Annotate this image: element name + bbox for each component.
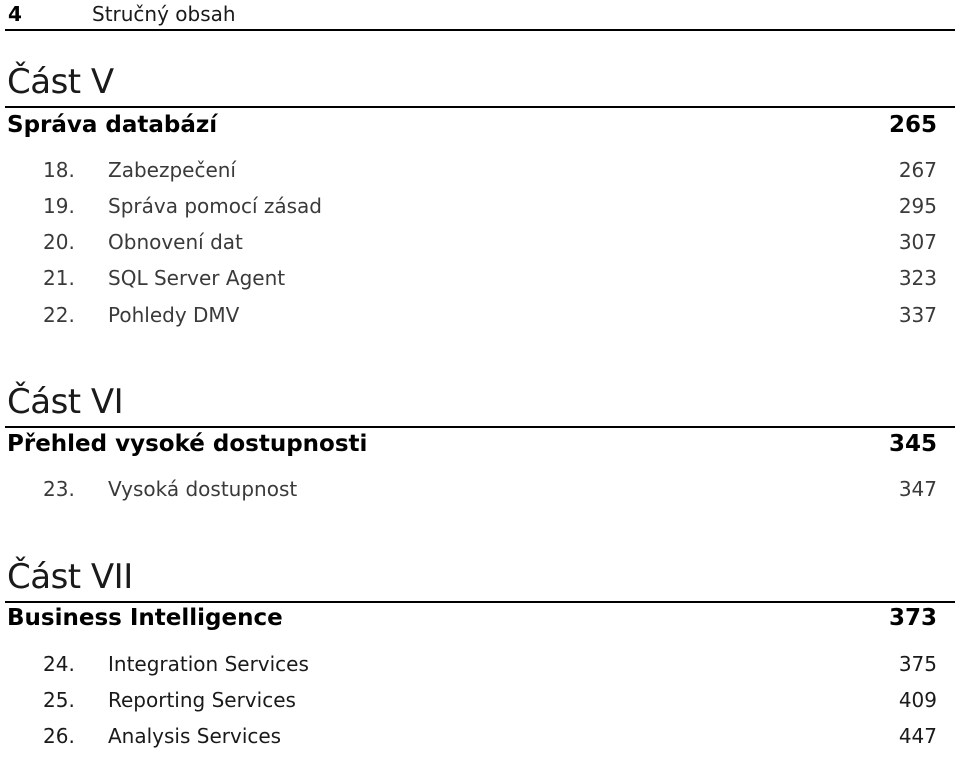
chapter-number: 24. [43, 652, 75, 676]
page-number: 4 [8, 2, 22, 26]
chapter-number: 23. [43, 477, 75, 501]
chapter-page: 267 [898, 158, 937, 182]
chapter-title: Správa pomocí zásad [108, 194, 323, 218]
chapter-page: 307 [898, 230, 937, 254]
part-heading-page: 345 [888, 431, 937, 457]
header-rule [5, 29, 955, 31]
part-heading-title: Přehled vysoké dostupnosti [7, 431, 368, 457]
part-heading-title: Business Intelligence [7, 605, 283, 631]
part-rule [5, 601, 955, 603]
chapter-entry[interactable] [0, 652, 937, 688]
chapter-entry[interactable] [0, 266, 937, 302]
chapter-title: Integration Services [108, 652, 309, 676]
part-title: Část VII [7, 557, 133, 597]
chapter-title: Zabezpečení [108, 158, 236, 182]
chapter-title: Reporting Services [108, 688, 296, 712]
chapter-page: 347 [898, 477, 937, 501]
chapter-entry[interactable] [0, 194, 937, 230]
part-heading-title: Správa databází [7, 112, 218, 138]
chapter-title: Obnovení dat [108, 230, 243, 254]
part-heading [7, 431, 937, 457]
chapter-entry[interactable] [0, 724, 937, 760]
chapter-number: 25. [43, 688, 75, 712]
chapter-entry[interactable] [0, 303, 937, 339]
chapter-page: 409 [898, 688, 937, 712]
chapter-number: 20. [43, 230, 75, 254]
chapter-page: 323 [898, 266, 937, 290]
running-head: Stručný obsah [92, 2, 236, 26]
part-title: Část V [7, 62, 114, 102]
chapter-entry[interactable] [0, 477, 937, 513]
part-rule [5, 426, 955, 428]
part-rule [5, 106, 955, 108]
part-title: Část VI [7, 382, 124, 422]
chapter-number: 21. [43, 266, 75, 290]
chapter-number: 26. [43, 724, 75, 748]
chapter-number: 19. [43, 194, 75, 218]
page-header [0, 0, 955, 31]
part-heading-page: 373 [888, 605, 937, 631]
chapter-title: Vysoká dostupnost [108, 477, 298, 501]
chapter-page: 447 [898, 724, 937, 748]
chapter-entry[interactable] [0, 158, 937, 194]
chapter-title: SQL Server Agent [108, 266, 286, 290]
part-heading-page: 265 [888, 112, 937, 138]
chapter-number: 18. [43, 158, 75, 182]
chapter-number: 22. [43, 303, 75, 327]
chapter-entry[interactable] [0, 688, 937, 724]
part-heading [7, 605, 937, 631]
part-heading [7, 112, 937, 138]
chapter-page: 337 [898, 303, 937, 327]
chapter-title: Pohledy DMV [108, 303, 240, 327]
chapter-entry[interactable] [0, 230, 937, 266]
chapter-page: 295 [898, 194, 937, 218]
chapter-title: Analysis Services [108, 724, 282, 748]
chapter-page: 375 [898, 652, 937, 676]
